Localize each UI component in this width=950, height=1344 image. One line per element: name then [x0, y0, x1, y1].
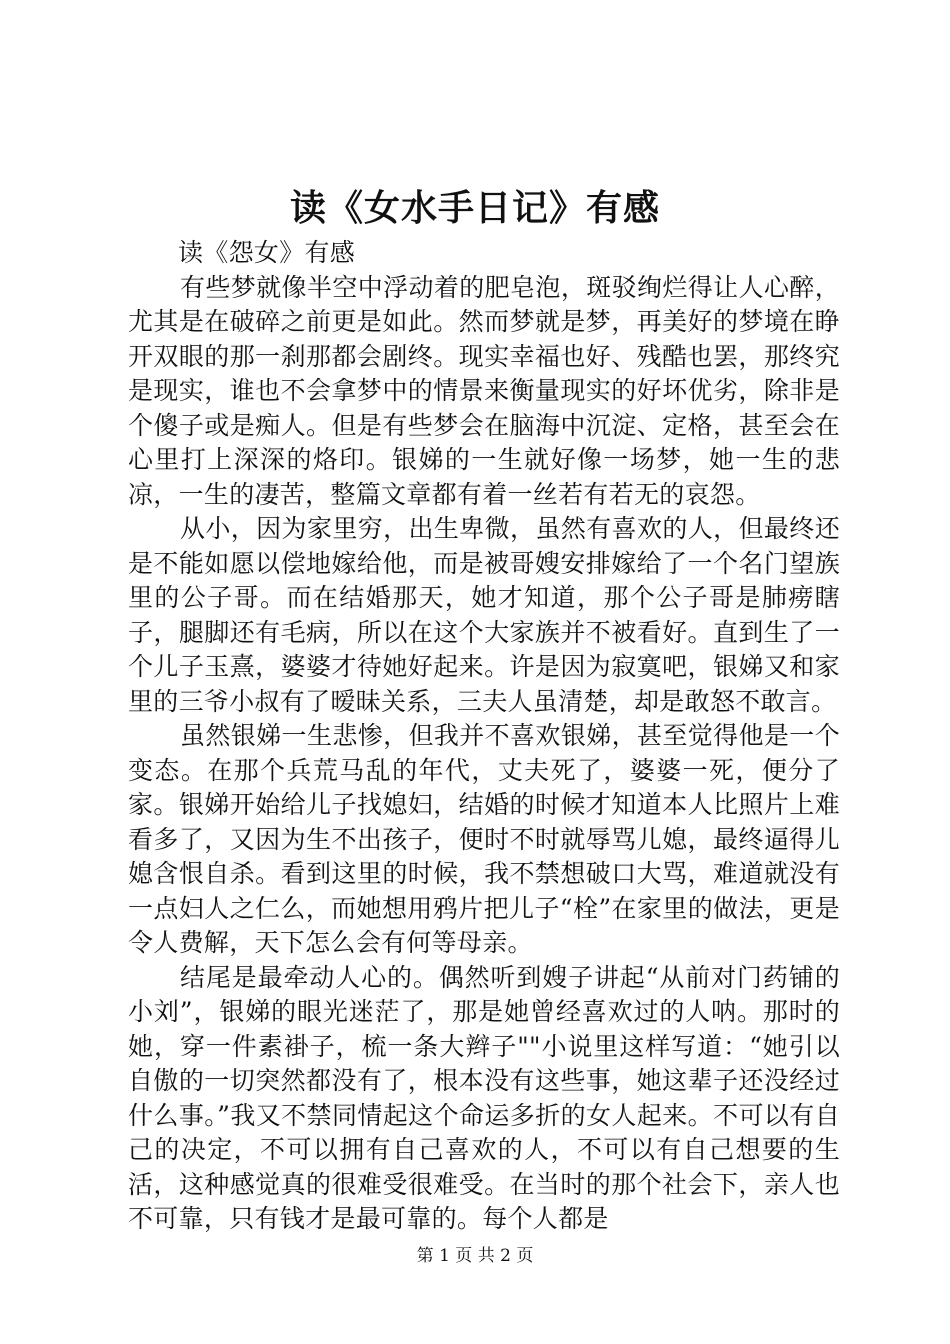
document-body — [128, 236, 840, 1237]
page-footer: 第 1 页 共 2 页 — [416, 1246, 534, 1266]
paragraph-3: 虽然银娣一生悲惨，但我并不喜欢银娣，甚至觉得他是一个变态。在那个兵荒马乱的年代，丈夫死了，婆婆一死，便分了家。银娣开始给儿子找媳妇，结婚的时候才知道本人比照片上难看多了，又因为生不出孩子，便时不时就辱骂儿媳，最终逼得儿媳含恨自杀。看到这里的时候，我不禁想破口大骂，难道就没有一点妇人之仁么，而她想用鸦片把儿子“栓”在家里的做法，更是令人费解，天下怎么会有何等母亲。 — [128, 721, 840, 957]
paragraph-1: 有些梦就像半空中浮动着的肥皂泡，斑驳绚烂得让人心醉，尤其是在破碎之前更是如此。然而梦就是梦，再美好的梦境在睁开双眼的那一刹那都会剧终。现实幸福也好、残酷也罢，那终究是现实，谁也不会拿梦中的情景来衡量现实的好坏优劣，除非是个傻子或是痴人。但是有些梦会在脑海中沉淀、定格，甚至会在心里打上深深的烙印。银娣的一生就好像一场梦，她一生的悲凉，一生的凄苦，整篇文章都有着一丝若有若无的哀怨。 — [128, 272, 840, 509]
paragraph-2: 从小，因为家里穷，出生卑微，虽然有喜欢的人，但最终还是不能如愿以偿地嫁给他，而是被哥嫂安排嫁给了一个名门望族里的公子哥。而在结婚那天，她才知道，那个公子哥是肺痨瞎子，腿脚还有毛病，所以在这个大家族并不被看好。直到生了一个儿子玉熹，婆婆才待她好起来。许是因为寂寞吧，银娣又和家里的三爷小叔有了暧昧关系，三夫人虽清楚，却是敢怒不敢言。 — [128, 514, 840, 716]
document-title: 读《女水手日记》有感 — [289, 187, 660, 229]
document-subtitle: 读《怨女》有感 — [178, 238, 356, 267]
paragraph-4: 结尾是最牵动人心的。偶然听到嫂子讲起“从前对门药铺的小刘”，银娣的眼光迷茫了，那是她曾经喜欢过的人呐。那时的她，穿一件素褂子，梳一条大辫子""小说里这样写道：“她引以自傲的一切突然都没有了，根本没有这些事，她这辈子还没经过什么事。”我又不禁同情起这个命运多折的女人起来。不可以有自己的决定，不可以拥有自己喜欢的人，不可以有自己想要的生活，这种感觉真的很难受很难受。在当时的那个社会下，亲人也不可靠，只有钱才是最可靠的。每个人都是 — [128, 962, 840, 1233]
